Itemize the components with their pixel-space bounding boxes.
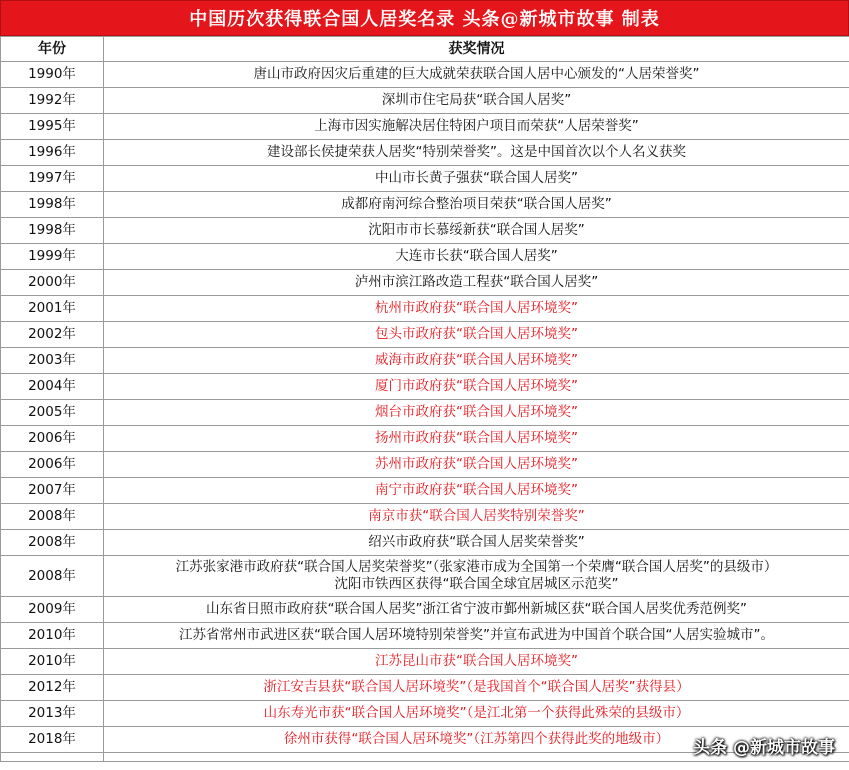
award-cell: 深圳市住宅局获“联合国人居奖” <box>104 88 849 114</box>
year-cell: 2009年 <box>1 597 104 623</box>
table-row <box>1 374 849 400</box>
year-cell: 2018年 <box>1 727 104 753</box>
table-row <box>1 597 849 623</box>
table-row <box>1 426 849 452</box>
table-row <box>1 675 849 701</box>
table-row <box>1 218 849 244</box>
year-cell: 2002年 <box>1 322 104 348</box>
table-row <box>1 140 849 166</box>
award-cell <box>104 556 849 597</box>
award-cell: 南宁市政府获“联合国人居环境奖” <box>104 478 849 504</box>
header-year: 年份 <box>1 37 104 62</box>
year-cell: 2012年 <box>1 675 104 701</box>
year-cell: 2008年 <box>1 530 104 556</box>
year-cell: 1997年 <box>1 166 104 192</box>
table-row <box>1 322 849 348</box>
table-row <box>1 504 849 530</box>
table-row <box>1 701 849 727</box>
table-row <box>1 166 849 192</box>
year-cell: 1995年 <box>1 114 104 140</box>
year-cell: 2003年 <box>1 348 104 374</box>
year-cell: 2008年 <box>1 504 104 530</box>
year-cell: 2010年 <box>1 649 104 675</box>
empty-cell <box>1 753 104 762</box>
table-row <box>1 270 849 296</box>
year-cell: 1990年 <box>1 62 104 88</box>
award-cell: 烟台市政府获“联合国人居环境奖” <box>104 400 849 426</box>
table-row <box>1 649 849 675</box>
table-row <box>1 556 849 597</box>
award-cell: 扬州市政府获“联合国人居环境奖” <box>104 426 849 452</box>
table-row <box>1 62 849 88</box>
table-row <box>1 244 849 270</box>
year-cell: 2004年 <box>1 374 104 400</box>
year-cell: 2006年 <box>1 452 104 478</box>
award-cell: 浙江安吉县获“联合国人居环境奖”（是我国首个“联合国人居奖”获得县） <box>104 675 849 701</box>
table-header-row <box>1 37 849 62</box>
table-row <box>1 400 849 426</box>
table-row <box>1 478 849 504</box>
award-cell: 大连市长获“联合国人居奖” <box>104 244 849 270</box>
award-cell: 江苏昆山市获“联合国人居环境奖” <box>104 649 849 675</box>
award-cell: 泸州市滨江路改造工程获“联合国人居奖” <box>104 270 849 296</box>
table-title: 中国历次获得联合国人居奖名录 头条@新城市故事 制表 <box>0 0 849 36</box>
award-cell: 威海市政府获“联合国人居环境奖” <box>104 348 849 374</box>
award-cell: 江苏省常州市武进区获“联合国人居环境特别荣誉奖”并宣布武进为中国首个联合国“人居实验城市”。 <box>104 623 849 649</box>
awards-table <box>0 36 849 762</box>
award-line: 江苏张家港市政府获“联合国人居奖荣誉奖”（张家港市成为全国第一个荣膺“联合国人居奖”的县级市） <box>175 559 778 575</box>
table-row <box>1 623 849 649</box>
year-cell: 1998年 <box>1 192 104 218</box>
year-cell: 2010年 <box>1 623 104 649</box>
year-cell: 2013年 <box>1 701 104 727</box>
award-cell: 唐山市政府因灾后重建的巨大成就荣获联合国人居中心颁发的“人居荣誉奖” <box>104 62 849 88</box>
year-cell: 1996年 <box>1 140 104 166</box>
year-cell: 1999年 <box>1 244 104 270</box>
table-row <box>1 530 849 556</box>
award-cell: 徐州市获得“联合国人居环境奖”（江苏第四个获得此奖的地级市） <box>104 727 849 753</box>
award-cell: 建设部长侯捷荣获人居奖“特别荣誉奖”。这是中国首次以个人名义获奖 <box>104 140 849 166</box>
year-cell: 2006年 <box>1 426 104 452</box>
year-cell: 2007年 <box>1 478 104 504</box>
award-cell: 山东寿光市获“联合国人居环境奖”（是江北第一个获得此殊荣的县级市） <box>104 701 849 727</box>
award-cell: 中山市长黄子强获“联合国人居奖” <box>104 166 849 192</box>
table-row <box>1 88 849 114</box>
year-cell: 2000年 <box>1 270 104 296</box>
award-cell: 山东省日照市政府获“联合国人居奖”浙江省宁波市鄞州新城区获“联合国人居奖优秀范例奖” <box>104 597 849 623</box>
award-cell: 南京市获“联合国人居奖特别荣誉奖” <box>104 504 849 530</box>
award-cell: 苏州市政府获“联合国人居环境奖” <box>104 452 849 478</box>
header-award: 获奖情况 <box>104 37 849 62</box>
year-cell: 1992年 <box>1 88 104 114</box>
year-cell: 2005年 <box>1 400 104 426</box>
award-cell: 包头市政府获“联合国人居环境奖” <box>104 322 849 348</box>
table-row <box>1 348 849 374</box>
table-row <box>1 452 849 478</box>
year-cell: 2008年 <box>1 556 104 597</box>
award-cell: 厦门市政府获“联合国人居环境奖” <box>104 374 849 400</box>
award-cell: 上海市因实施解决居住特困户项目而荣获“人居荣誉奖” <box>104 114 849 140</box>
award-cell: 绍兴市政府获“联合国人居奖荣誉奖” <box>104 530 849 556</box>
award-line: 沈阳市铁西区获得“联合国全球宜居城区示范奖” <box>334 576 619 592</box>
award-cell: 沈阳市市长慕绥新获“联合国人居奖” <box>104 218 849 244</box>
year-cell: 1998年 <box>1 218 104 244</box>
table-row <box>1 192 849 218</box>
year-cell: 2001年 <box>1 296 104 322</box>
table-row <box>1 296 849 322</box>
table-row <box>1 114 849 140</box>
award-cell: 杭州市政府获“联合国人居环境奖” <box>104 296 849 322</box>
award-cell: 成都府南河综合整治项目荣获“联合国人居奖” <box>104 192 849 218</box>
watermark: 头条 @新城市故事 <box>693 738 835 758</box>
